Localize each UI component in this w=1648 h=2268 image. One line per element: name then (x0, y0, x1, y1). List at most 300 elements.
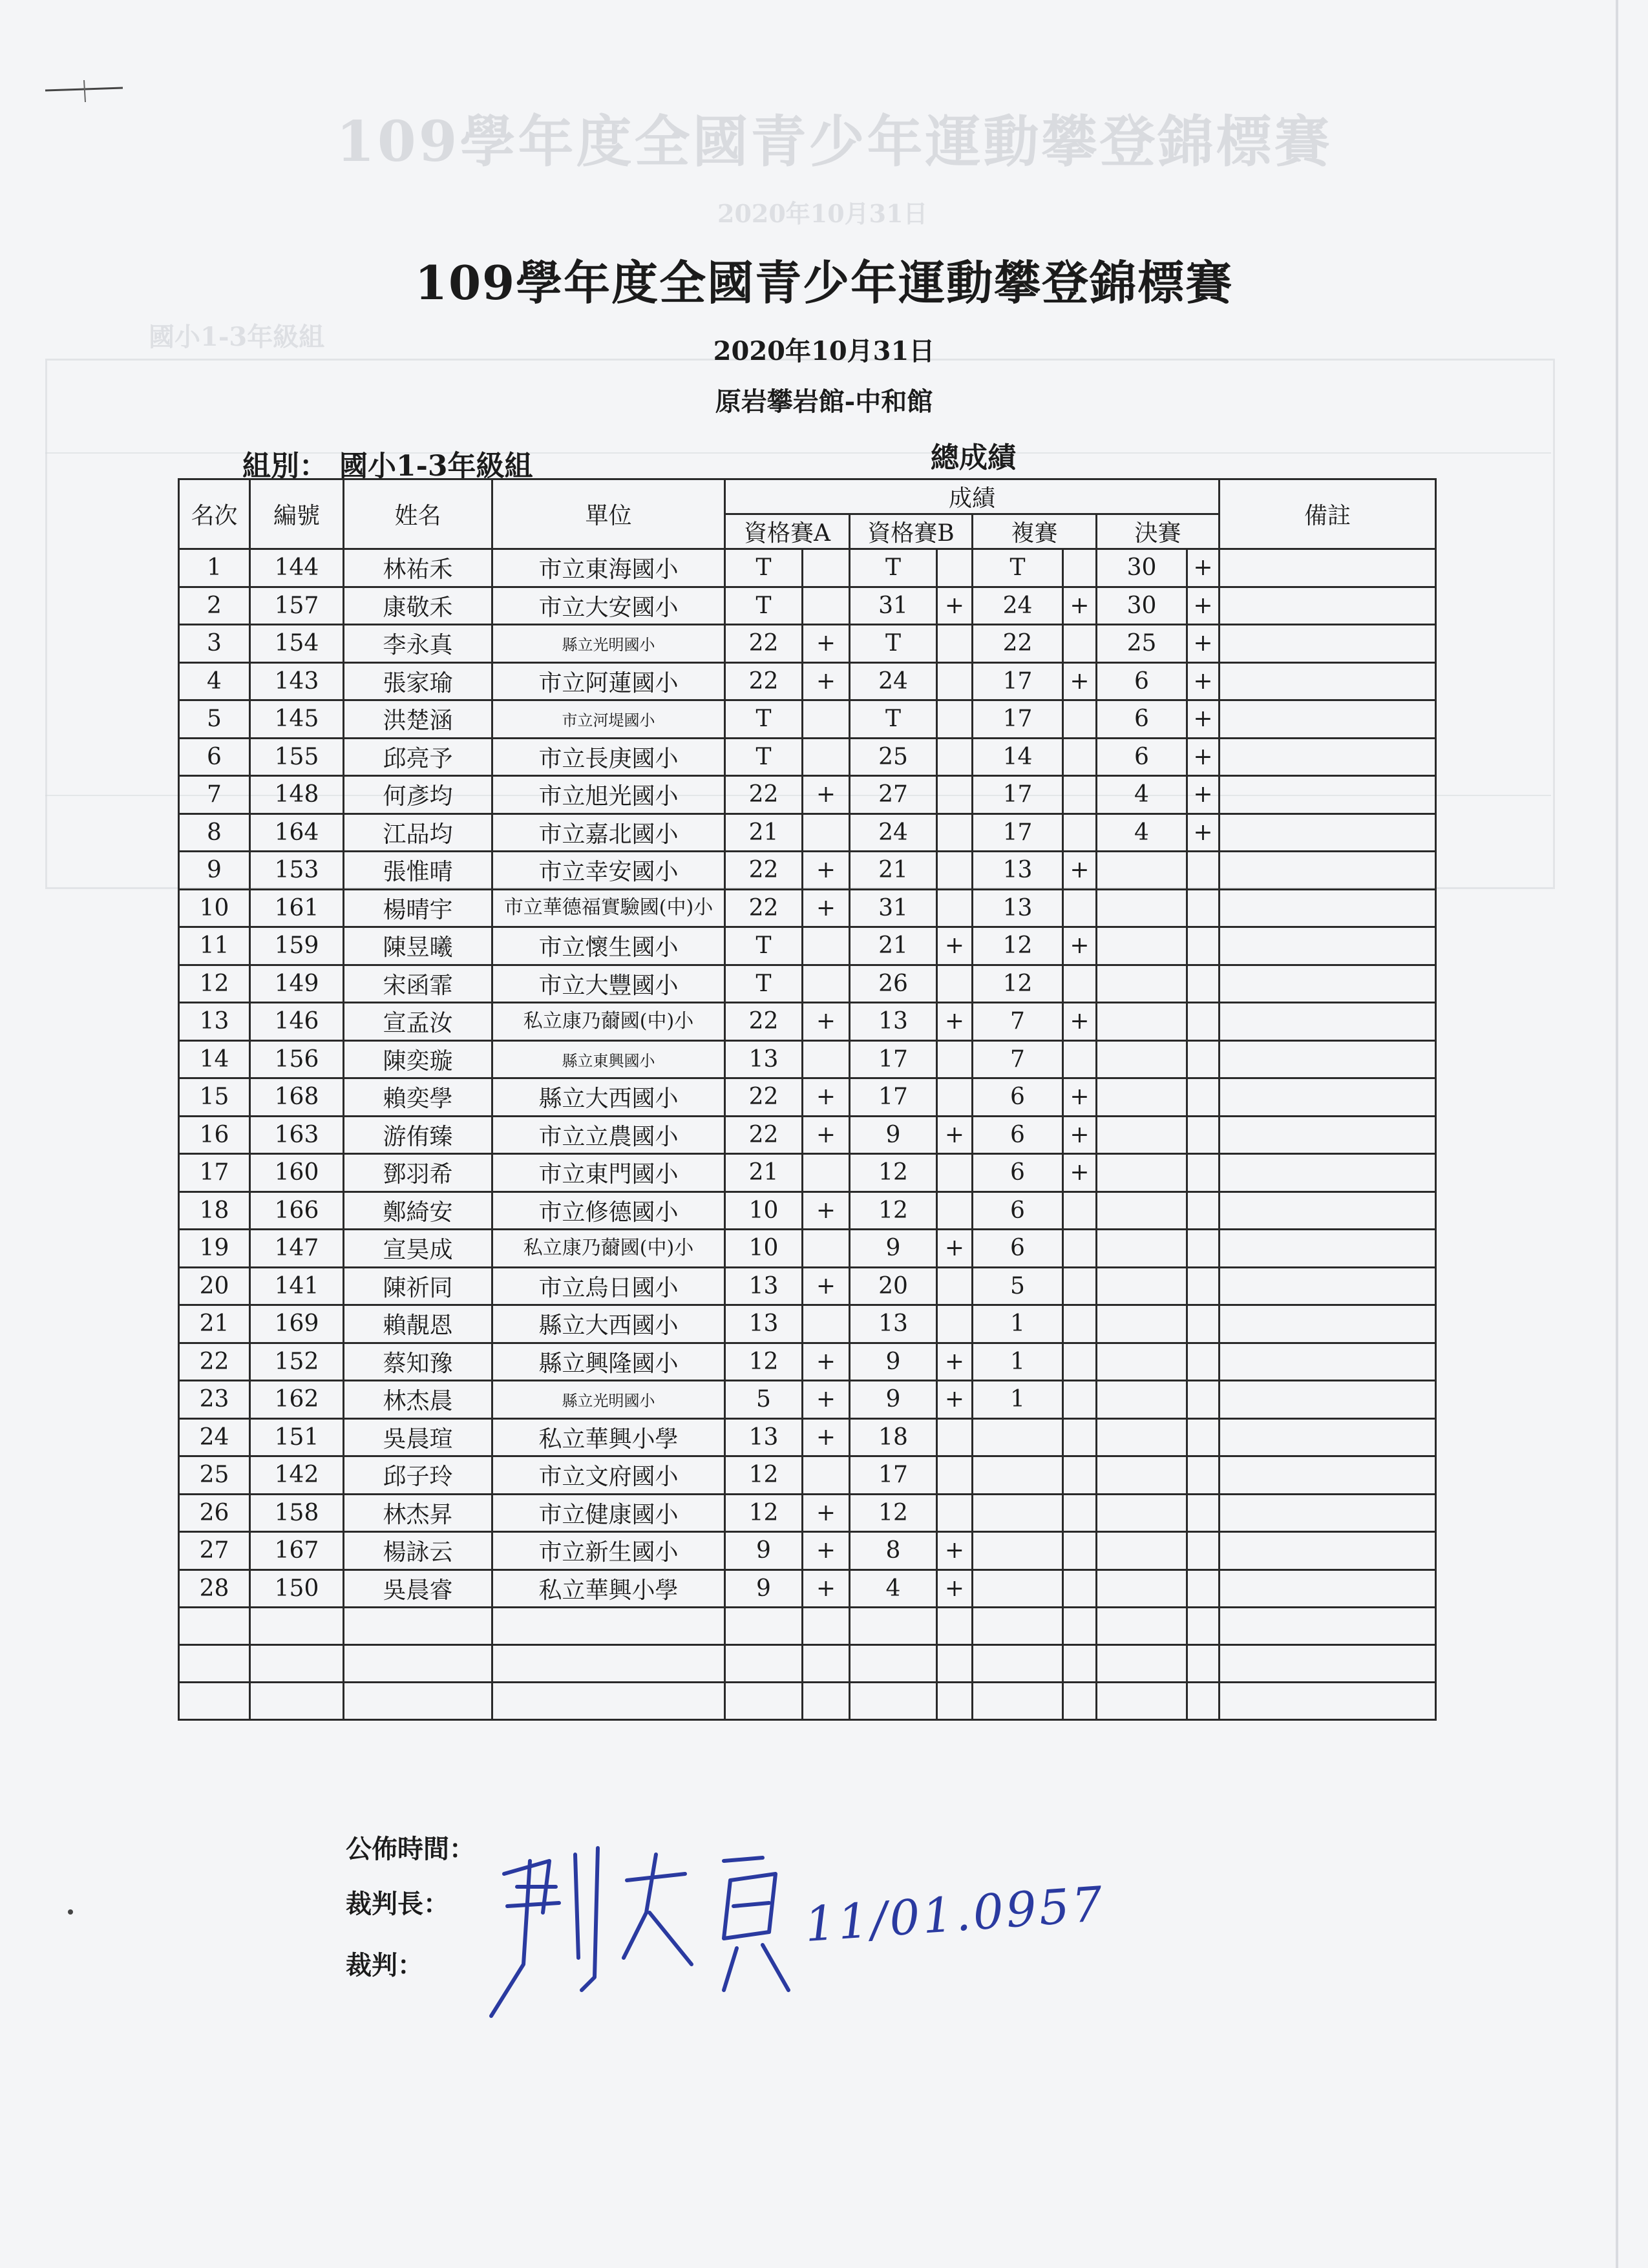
qual-a-plus-cell (803, 1040, 850, 1078)
unit-cell: 市立大豐國小 (492, 965, 725, 1003)
semi-plus-cell (1063, 1040, 1097, 1078)
note-cell (1220, 738, 1436, 776)
header-unit: 單位 (492, 479, 725, 549)
final-plus-cell (1187, 852, 1220, 890)
speck (68, 1909, 73, 1915)
header-name: 姓名 (344, 479, 492, 549)
qual-b-plus-cell: + (937, 1381, 973, 1419)
header-qual-a: 資格賽A (725, 514, 850, 549)
note-cell (1220, 587, 1436, 625)
qual-b-score-cell: 9 (850, 1116, 937, 1154)
final-plus-cell: + (1187, 625, 1220, 663)
bleedthrough-group: 國小1-3年級組 (149, 322, 325, 352)
qual-a-score-cell: 13 (725, 1418, 803, 1456)
header-final: 決賽 (1097, 514, 1220, 549)
semi-plus-cell (1063, 549, 1097, 587)
qual-b-plus-cell: + (937, 1003, 973, 1041)
name-cell: 陳祈同 (344, 1267, 492, 1305)
note-cell (1220, 1116, 1436, 1154)
blank-cell (250, 1608, 344, 1645)
semi-score-cell: 17 (973, 776, 1063, 814)
results-body (179, 549, 1436, 1720)
semi-plus-cell (1063, 1494, 1097, 1532)
final-plus-cell: + (1187, 700, 1220, 739)
qual-b-plus-cell (937, 1418, 973, 1456)
semi-score-cell: 7 (973, 1040, 1063, 1078)
qual-b-plus-cell: + (937, 1532, 973, 1570)
qual-b-plus-cell: + (937, 1230, 973, 1268)
blank-row (179, 1683, 1436, 1720)
id-cell: 143 (250, 662, 344, 700)
id-cell: 161 (250, 889, 344, 927)
final-score-cell (1097, 965, 1187, 1003)
note-cell (1220, 1192, 1436, 1230)
qual-a-score-cell: 12 (725, 1343, 803, 1381)
qual-a-score-cell: 12 (725, 1494, 803, 1532)
final-plus-cell (1187, 1418, 1220, 1456)
qual-b-score-cell: T (850, 549, 937, 587)
blank-cell (1187, 1608, 1220, 1645)
final-score-cell (1097, 1343, 1187, 1381)
semi-plus-cell (1063, 1343, 1097, 1381)
final-score-cell: 30 (1097, 587, 1187, 625)
table-row (179, 1418, 1436, 1456)
bleedthrough-date: 2020年10月31日 (717, 199, 928, 228)
semi-plus-cell (1063, 1570, 1097, 1608)
rank-cell: 6 (179, 738, 250, 776)
id-cell: 156 (250, 1040, 344, 1078)
semi-score-cell: 12 (973, 927, 1063, 965)
semi-plus-cell (1063, 776, 1097, 814)
semi-score-cell: 1 (973, 1381, 1063, 1419)
semi-score-cell: 13 (973, 889, 1063, 927)
semi-score-cell (973, 1494, 1063, 1532)
semi-score-cell: 17 (973, 814, 1063, 852)
blank-cell (1097, 1608, 1187, 1645)
id-cell: 141 (250, 1267, 344, 1305)
blank-cell (1220, 1683, 1436, 1720)
qual-b-score-cell: T (850, 625, 937, 663)
qual-b-score-cell: 9 (850, 1381, 937, 1419)
qual-b-plus-cell (937, 852, 973, 890)
final-plus-cell (1187, 1343, 1220, 1381)
blank-cell (937, 1608, 973, 1645)
final-score-cell (1097, 1192, 1187, 1230)
note-cell (1220, 700, 1436, 739)
semi-score-cell (973, 1532, 1063, 1570)
qual-a-score-cell: 22 (725, 1078, 803, 1117)
qual-a-score-cell: 22 (725, 1003, 803, 1041)
final-plus-cell (1187, 1456, 1220, 1495)
unit-cell: 市立烏日國小 (492, 1267, 725, 1305)
qual-b-plus-cell (937, 1305, 973, 1343)
name-cell: 邱子玲 (344, 1456, 492, 1495)
table-row (179, 1040, 1436, 1078)
name-cell: 張家瑜 (344, 662, 492, 700)
table-row (179, 776, 1436, 814)
table-row (179, 1154, 1436, 1192)
table-row (179, 662, 1436, 700)
semi-plus-cell: + (1063, 852, 1097, 890)
note-cell (1220, 1154, 1436, 1192)
qual-a-plus-cell: + (803, 662, 850, 700)
qual-a-score-cell: 22 (725, 1116, 803, 1154)
semi-plus-cell (1063, 700, 1097, 739)
name-cell: 邱亮予 (344, 738, 492, 776)
semi-score-cell: 24 (973, 587, 1063, 625)
unit-cell: 市立新生國小 (492, 1532, 725, 1570)
semi-score-cell: 1 (973, 1343, 1063, 1381)
qual-a-plus-cell: + (803, 625, 850, 663)
blank-cell (1187, 1645, 1220, 1683)
id-cell: 159 (250, 927, 344, 965)
qual-b-score-cell: 20 (850, 1267, 937, 1305)
header-score-group: 成績 (725, 479, 1220, 514)
blank-cell (179, 1608, 250, 1645)
id-cell: 142 (250, 1456, 344, 1495)
staple-mark (39, 78, 129, 103)
id-cell: 155 (250, 738, 344, 776)
semi-score-cell (973, 1570, 1063, 1608)
blank-cell (973, 1608, 1063, 1645)
semi-plus-cell: + (1063, 1078, 1097, 1117)
blank-cell (850, 1645, 937, 1683)
blank-cell (973, 1645, 1063, 1683)
qual-b-score-cell: 12 (850, 1154, 937, 1192)
qual-b-score-cell: 21 (850, 927, 937, 965)
blank-row (179, 1608, 1436, 1645)
blank-cell (492, 1683, 725, 1720)
qual-b-score-cell: 12 (850, 1192, 937, 1230)
unit-cell: 縣立興隆國小 (492, 1343, 725, 1381)
event-date: 2020年10月31日 (713, 336, 935, 366)
name-cell: 江品均 (344, 814, 492, 852)
semi-score-cell: 7 (973, 1003, 1063, 1041)
qual-a-plus-cell (803, 587, 850, 625)
semi-score-cell: 14 (973, 738, 1063, 776)
final-score-cell (1097, 1116, 1187, 1154)
name-cell: 賴靚恩 (344, 1305, 492, 1343)
qual-b-plus-cell (937, 1456, 973, 1495)
final-score-cell (1097, 1305, 1187, 1343)
name-cell: 康敬禾 (344, 587, 492, 625)
final-plus-cell (1187, 1003, 1220, 1041)
semi-score-cell: 17 (973, 662, 1063, 700)
qual-a-score-cell: 12 (725, 1456, 803, 1495)
note-cell (1220, 889, 1436, 927)
final-plus-cell (1187, 1040, 1220, 1078)
name-cell: 吳晨睿 (344, 1570, 492, 1608)
blank-cell (344, 1645, 492, 1683)
qual-a-plus-cell: + (803, 776, 850, 814)
blank-cell (1063, 1683, 1097, 1720)
blank-cell (1097, 1683, 1187, 1720)
blank-row (179, 1645, 1436, 1683)
table-row (179, 1343, 1436, 1381)
qual-b-score-cell: 17 (850, 1456, 937, 1495)
blank-cell (1187, 1683, 1220, 1720)
id-cell: 163 (250, 1116, 344, 1154)
header-qual-b: 資格賽B (850, 514, 973, 549)
id-cell: 166 (250, 1192, 344, 1230)
note-cell (1220, 1040, 1436, 1078)
blank-cell (803, 1645, 850, 1683)
unit-cell: 市立修德國小 (492, 1192, 725, 1230)
rank-cell: 10 (179, 889, 250, 927)
note-cell (1220, 1078, 1436, 1117)
rank-cell: 15 (179, 1078, 250, 1117)
qual-b-score-cell: 12 (850, 1494, 937, 1532)
rank-cell: 17 (179, 1154, 250, 1192)
qual-a-score-cell: 13 (725, 1267, 803, 1305)
note-cell (1220, 1267, 1436, 1305)
blank-cell (250, 1683, 344, 1720)
qual-a-plus-cell: + (803, 1003, 850, 1041)
unit-cell: 市立文府國小 (492, 1456, 725, 1495)
qual-a-plus-cell: + (803, 1267, 850, 1305)
qual-a-plus-cell: + (803, 1570, 850, 1608)
semi-score-cell: 6 (973, 1230, 1063, 1268)
note-cell (1220, 1418, 1436, 1456)
chief-judge-label: 裁判長： (346, 1889, 449, 1919)
qual-a-score-cell: T (725, 700, 803, 739)
id-cell: 168 (250, 1078, 344, 1117)
blank-cell (937, 1645, 973, 1683)
rank-cell: 1 (179, 549, 250, 587)
qual-a-plus-cell: + (803, 1418, 850, 1456)
qual-a-score-cell: 10 (725, 1192, 803, 1230)
qual-b-score-cell: 31 (850, 587, 937, 625)
qual-a-score-cell: 21 (725, 814, 803, 852)
qual-b-plus-cell (937, 1494, 973, 1532)
semi-plus-cell (1063, 1230, 1097, 1268)
blank-cell (725, 1683, 803, 1720)
final-score-cell (1097, 927, 1187, 965)
blank-cell (492, 1645, 725, 1683)
table-row (179, 549, 1436, 587)
note-cell (1220, 1381, 1436, 1419)
id-cell: 152 (250, 1343, 344, 1381)
unit-cell: 市立嘉北國小 (492, 814, 725, 852)
qual-b-score-cell: 25 (850, 738, 937, 776)
name-cell: 蔡知豫 (344, 1343, 492, 1381)
id-cell: 158 (250, 1494, 344, 1532)
rank-cell: 5 (179, 700, 250, 739)
name-cell: 宋函霏 (344, 965, 492, 1003)
qual-a-score-cell: 13 (725, 1305, 803, 1343)
final-plus-cell (1187, 965, 1220, 1003)
rank-cell: 12 (179, 965, 250, 1003)
id-cell: 160 (250, 1154, 344, 1192)
qual-b-plus-cell (937, 1267, 973, 1305)
id-cell: 169 (250, 1305, 344, 1343)
qual-a-score-cell: 5 (725, 1381, 803, 1419)
unit-cell: 市立健康國小 (492, 1494, 725, 1532)
rank-cell: 8 (179, 814, 250, 852)
rank-cell: 19 (179, 1230, 250, 1268)
final-plus-cell (1187, 889, 1220, 927)
rank-cell: 18 (179, 1192, 250, 1230)
handwritten-publish-time: 11/01.0957 (803, 1876, 1107, 1953)
semi-plus-cell (1063, 814, 1097, 852)
final-plus-cell (1187, 1494, 1220, 1532)
rank-cell: 21 (179, 1305, 250, 1343)
qual-a-plus-cell: + (803, 1532, 850, 1570)
table-row (179, 927, 1436, 965)
qual-a-score-cell: 9 (725, 1532, 803, 1570)
id-cell: 153 (250, 852, 344, 890)
note-cell (1220, 1532, 1436, 1570)
bleedthrough-title: 109學年度全國青少年運動攀登錦標賽 (336, 109, 1333, 174)
name-cell: 張惟晴 (344, 852, 492, 890)
id-cell: 167 (250, 1532, 344, 1570)
id-cell: 154 (250, 625, 344, 663)
note-cell (1220, 1305, 1436, 1343)
qual-b-plus-cell (937, 625, 973, 663)
qual-b-plus-cell: + (937, 1570, 973, 1608)
results-table (178, 478, 1437, 1721)
final-plus-cell (1187, 1381, 1220, 1419)
rank-cell: 27 (179, 1532, 250, 1570)
final-plus-cell: + (1187, 549, 1220, 587)
semi-score-cell (973, 1456, 1063, 1495)
rank-cell: 7 (179, 776, 250, 814)
table-row (179, 852, 1436, 890)
name-cell: 吳晨瑄 (344, 1418, 492, 1456)
qual-b-score-cell: 17 (850, 1040, 937, 1078)
table-row (179, 1192, 1436, 1230)
blank-cell (850, 1608, 937, 1645)
table-row (179, 1381, 1436, 1419)
rank-cell: 11 (179, 927, 250, 965)
document-title: 109學年度全國青少年運動攀登錦標賽 (414, 255, 1234, 310)
qual-a-plus-cell (803, 1456, 850, 1495)
semi-plus-cell: + (1063, 662, 1097, 700)
unit-cell: 市立幸安國小 (492, 852, 725, 890)
qual-a-plus-cell (803, 1230, 850, 1268)
unit-cell: 市立東門國小 (492, 1154, 725, 1192)
unit-cell: 市立阿蓮國小 (492, 662, 725, 700)
final-score-cell: 6 (1097, 700, 1187, 739)
qual-a-score-cell: 10 (725, 1230, 803, 1268)
qual-a-score-cell: 22 (725, 852, 803, 890)
note-cell (1220, 1343, 1436, 1381)
note-cell (1220, 814, 1436, 852)
qual-b-plus-cell (937, 776, 973, 814)
header-semi: 複賽 (973, 514, 1097, 549)
header-rank: 名次 (179, 479, 250, 549)
final-score-cell (1097, 889, 1187, 927)
qual-b-plus-cell (937, 814, 973, 852)
rank-cell: 2 (179, 587, 250, 625)
unit-cell: 縣立東興國小 (492, 1040, 725, 1078)
final-plus-cell: + (1187, 814, 1220, 852)
final-plus-cell (1187, 1305, 1220, 1343)
unit-cell: 市立長庚國小 (492, 738, 725, 776)
final-score-cell (1097, 1003, 1187, 1041)
semi-plus-cell: + (1063, 1154, 1097, 1192)
semi-score-cell: 6 (973, 1078, 1063, 1117)
unit-cell: 私立康乃薾國(中)小 (492, 1003, 725, 1041)
rank-cell: 28 (179, 1570, 250, 1608)
unit-cell: 私立康乃薾國(中)小 (492, 1230, 725, 1268)
table-row (179, 738, 1436, 776)
name-cell: 鄧羽希 (344, 1154, 492, 1192)
qual-b-score-cell: 18 (850, 1418, 937, 1456)
blank-cell (725, 1608, 803, 1645)
rank-cell: 24 (179, 1418, 250, 1456)
table-row (179, 1267, 1436, 1305)
semi-plus-cell (1063, 1305, 1097, 1343)
qual-a-plus-cell (803, 814, 850, 852)
final-score-cell (1097, 1494, 1187, 1532)
final-plus-cell (1187, 1532, 1220, 1570)
unit-cell: 市立華德福實驗國(中)小 (492, 889, 725, 927)
qual-a-plus-cell: + (803, 889, 850, 927)
blank-cell (803, 1608, 850, 1645)
qual-a-score-cell: 13 (725, 1040, 803, 1078)
semi-score-cell: 13 (973, 852, 1063, 890)
blank-cell (850, 1683, 937, 1720)
final-plus-cell (1187, 1267, 1220, 1305)
judge-label: 裁判： (346, 1950, 423, 1980)
name-cell: 游侑臻 (344, 1116, 492, 1154)
unit-cell: 市立旭光國小 (492, 776, 725, 814)
note-cell (1220, 1494, 1436, 1532)
id-cell: 147 (250, 1230, 344, 1268)
qual-b-score-cell: 9 (850, 1230, 937, 1268)
qual-a-plus-cell: + (803, 1381, 850, 1419)
semi-plus-cell: + (1063, 1116, 1097, 1154)
final-plus-cell: + (1187, 738, 1220, 776)
qual-b-plus-cell (937, 1192, 973, 1230)
blank-cell (973, 1683, 1063, 1720)
qual-a-plus-cell: + (803, 1078, 850, 1117)
note-cell (1220, 625, 1436, 663)
semi-plus-cell (1063, 625, 1097, 663)
qual-b-score-cell: 9 (850, 1343, 937, 1381)
rank-cell: 23 (179, 1381, 250, 1419)
name-cell: 楊詠云 (344, 1532, 492, 1570)
final-score-cell (1097, 1230, 1187, 1268)
table-row (179, 1532, 1436, 1570)
blank-cell (1097, 1645, 1187, 1683)
qual-b-plus-cell: + (937, 587, 973, 625)
blank-cell (1063, 1645, 1097, 1683)
qual-b-plus-cell: + (937, 1116, 973, 1154)
group-label-key: 組別： (242, 450, 328, 483)
table-row (179, 965, 1436, 1003)
qual-a-score-cell: 9 (725, 1570, 803, 1608)
blank-cell (179, 1683, 250, 1720)
table-row (179, 1570, 1436, 1608)
semi-score-cell: 17 (973, 700, 1063, 739)
semi-plus-cell (1063, 738, 1097, 776)
unit-cell: 私立華興小學 (492, 1418, 725, 1456)
final-score-cell (1097, 1456, 1187, 1495)
note-cell (1220, 1570, 1436, 1608)
qual-a-plus-cell (803, 700, 850, 739)
semi-plus-cell (1063, 1418, 1097, 1456)
final-score-cell: 4 (1097, 814, 1187, 852)
final-score-cell (1097, 1532, 1187, 1570)
note-cell (1220, 776, 1436, 814)
qual-b-plus-cell: + (937, 927, 973, 965)
final-score-cell: 30 (1097, 549, 1187, 587)
unit-cell: 市立東海國小 (492, 549, 725, 587)
id-cell: 150 (250, 1570, 344, 1608)
qual-b-score-cell: 8 (850, 1532, 937, 1570)
